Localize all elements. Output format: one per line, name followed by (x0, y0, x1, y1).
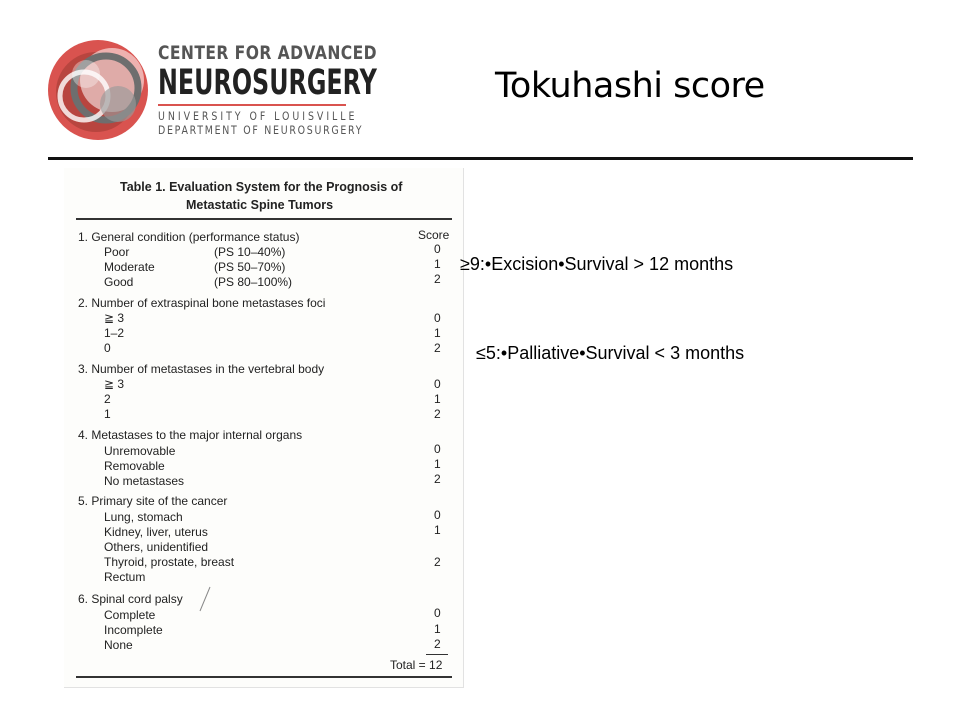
center-logo-icon (46, 38, 150, 142)
table-caption-line-1: Table 1. Evaluation System for the Prognosis of (120, 180, 403, 194)
table-bottom-rule (76, 676, 452, 678)
total-rule (426, 654, 448, 655)
brand-line-1: CENTER FOR ADVANCED (158, 42, 378, 64)
table-row (104, 260, 286, 275)
row-note: (PS 10–40%) (214, 245, 286, 259)
row-label: 1–2 (104, 326, 125, 340)
row-score: 1 (434, 392, 441, 406)
total-score: Total = 12 (390, 658, 443, 672)
row-label: 0 (104, 341, 111, 355)
table-caption-line-2: Metastatic Spine Tumors (186, 198, 334, 212)
prognosis-note-low (476, 343, 744, 364)
row-score: 1 (434, 457, 441, 471)
score-column-header: Score (418, 228, 450, 242)
section-heading: 5. Primary site of the cancer (78, 494, 228, 508)
table-top-rule (76, 218, 452, 220)
row-score: 2 (434, 407, 441, 421)
row-label: Good (104, 275, 134, 289)
header-divider (48, 157, 913, 160)
row-score: 0 (434, 606, 441, 620)
section-heading: 3. Number of metastases in the vertebral body (78, 362, 325, 376)
row-score: 2 (434, 637, 441, 651)
row-label: Incomplete (104, 623, 163, 637)
row-label: 1 (104, 407, 111, 421)
row-label: Rectum (104, 570, 146, 584)
note-text: ≤5:•Palliative•Survival < 3 months (476, 343, 745, 363)
brand-line-2: NEUROSURGERY (158, 63, 377, 103)
row-score: 1 (434, 622, 441, 636)
row-score: 2 (434, 272, 441, 286)
section-heading: 2. Number of extraspinal bone metastases foci (78, 296, 326, 310)
row-label: Poor (104, 245, 130, 259)
row-score: 2 (434, 555, 441, 569)
page-title: Tokuhashi score (495, 66, 765, 106)
row-score: 1 (434, 257, 441, 271)
row-score: 0 (434, 377, 441, 391)
row-score: 2 (434, 472, 441, 486)
section-heading: 6. Spinal cord palsy (78, 592, 183, 606)
row-label: Kidney, liver, uterus (104, 525, 208, 539)
section-heading: 4. Metastases to the major internal organs (78, 428, 303, 442)
row-label: Thyroid, prostate, breast (104, 555, 235, 569)
table-row (104, 275, 293, 290)
row-label: None (104, 638, 133, 652)
note-text: ≥9:•Excision•Survival > 12 months (460, 254, 734, 274)
row-label: Removable (104, 459, 165, 473)
row-label: Moderate (104, 260, 155, 274)
row-label: Others, unidentified (104, 540, 209, 554)
row-note: (PS 50–70%) (214, 260, 286, 274)
brand-wordmark (158, 42, 378, 137)
prognosis-note-high (460, 254, 733, 275)
brand-divider (158, 104, 346, 106)
row-label: 2 (104, 392, 111, 406)
table-row (104, 245, 286, 260)
brand-line-3: UNIVERSITY OF LOUISVILLE (158, 109, 358, 123)
row-label: Lung, stomach (104, 510, 183, 524)
row-label: Unremovable (104, 444, 176, 458)
pen-stroke-icon (198, 586, 212, 612)
row-score: 0 (434, 442, 441, 456)
row-label: No metastases (104, 474, 185, 488)
row-score: 1 (434, 523, 441, 537)
row-note: (PS 80–100%) (214, 275, 293, 289)
row-label: ≧ 3 (104, 311, 125, 325)
section-heading: 1. General condition (performance status) (78, 230, 300, 244)
brand-line-4: DEPARTMENT OF NEUROSURGERY (158, 123, 364, 137)
row-score: 0 (434, 311, 441, 325)
row-score: 0 (434, 242, 441, 256)
row-label: ≧ 3 (104, 377, 125, 391)
row-score: 0 (434, 508, 441, 522)
row-score: 2 (434, 341, 441, 355)
score-table-image (64, 168, 464, 688)
row-label: Complete (104, 608, 156, 622)
row-score: 1 (434, 326, 441, 340)
